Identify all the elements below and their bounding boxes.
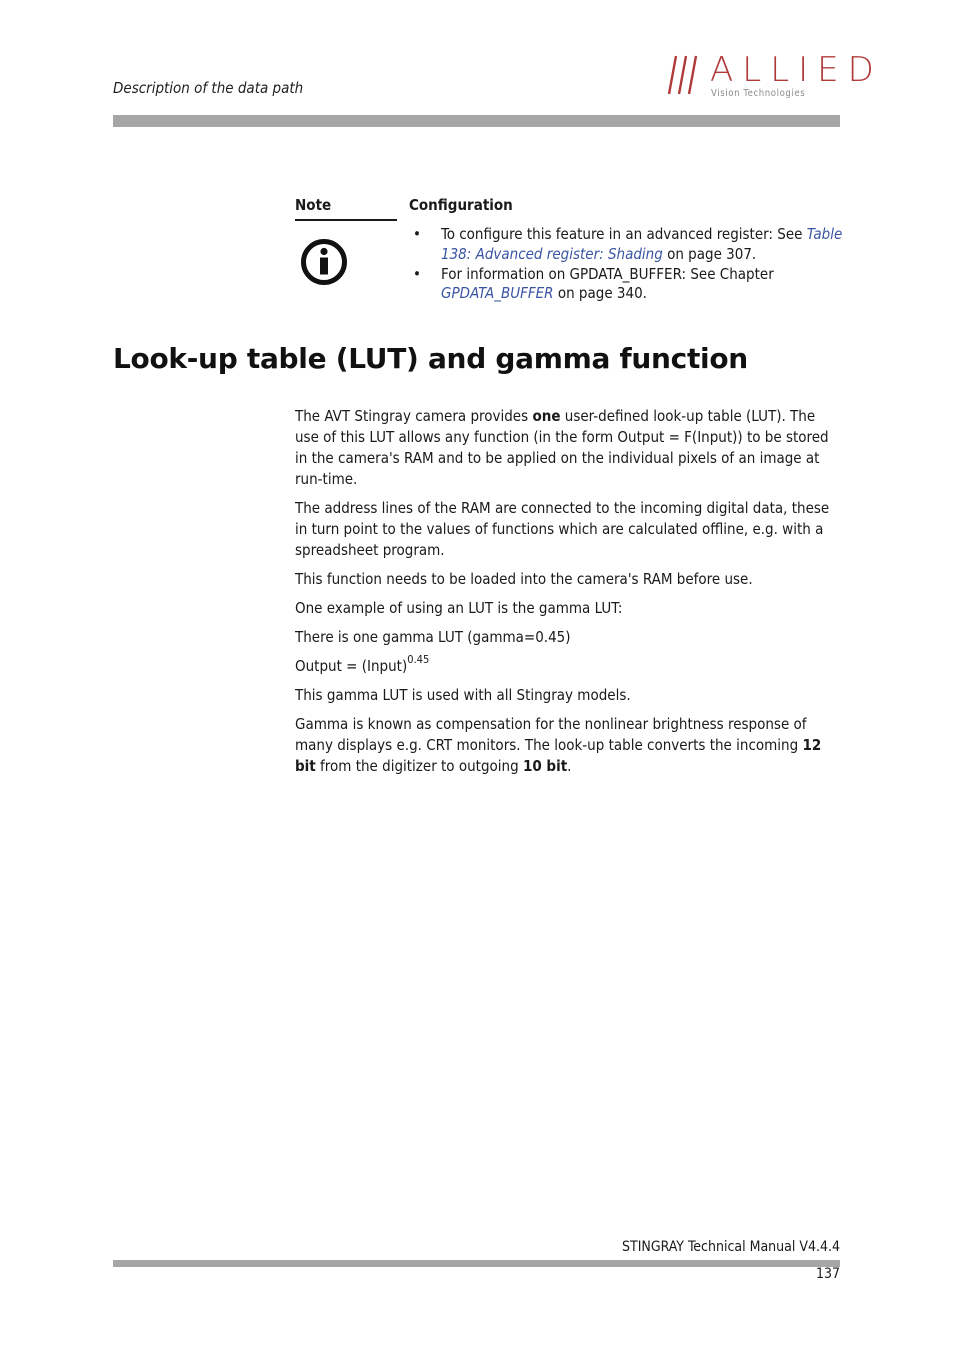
bullet: • bbox=[413, 225, 421, 243]
gamma-exponent: 0.45 bbox=[407, 653, 430, 666]
note-label-underline bbox=[295, 219, 397, 221]
info-icon bbox=[300, 238, 348, 286]
paragraph: This function needs to be loaded into the camera's RAM before use. bbox=[295, 570, 753, 588]
logo-wordmark: ALLIED bbox=[710, 50, 883, 90]
emphasis: 10 bit bbox=[522, 757, 568, 775]
footer-manual-title: STINGRAY Technical Manual V4.4.4 bbox=[622, 1239, 840, 1255]
table-138-link[interactable]: Table 138: Advanced register: Shading bbox=[441, 225, 843, 263]
paragraph: There is one gamma LUT (gamma=0.45) bbox=[295, 628, 571, 646]
paragraph: This gamma LUT is used with all Stingray models. bbox=[295, 686, 631, 704]
note-item-page-ref: on page 340. bbox=[557, 284, 647, 302]
note-item-text: For information on GPDATA_BUFFER: See Chapter bbox=[441, 264, 774, 283]
bullet: • bbox=[413, 264, 421, 283]
paragraph: Gamma is known as compensation for the nonlinear brightness response of many displays e.g. CRT monitors. The look-up table converts the incoming 12 bit from the digitizer to outgoing 10 bit. bbox=[295, 715, 822, 775]
paragraph: The AVT Stingray camera provides one user-defined look-up table (LUT). The use of this LUT allows any function (in the form Output = F(Input)) to be stored in the camera's RAM and to be applied on the individual pixels of an image at run-time. bbox=[295, 407, 829, 488]
footer-divider-bar bbox=[113, 1260, 840, 1267]
gpdata-buffer-link[interactable]: GPDATA_BUFFER bbox=[441, 284, 554, 302]
header-section-title: Description of the data path bbox=[113, 79, 304, 97]
paragraph: The address lines of the RAM are connected to the incoming digital data, these in turn point to the values of functions which are calculated offline, e.g. with a spreadsheet program. bbox=[295, 499, 830, 559]
note-heading: Configuration bbox=[409, 196, 513, 214]
header-divider-bar bbox=[113, 115, 840, 127]
emphasis: 12 bit bbox=[295, 736, 822, 775]
allied-logo bbox=[666, 50, 883, 102]
logo-slashes-icon bbox=[666, 52, 708, 96]
note-bullet-list bbox=[409, 225, 849, 304]
section-heading: Look-up table (LUT) and gamma function bbox=[113, 342, 748, 375]
emphasis: one bbox=[532, 407, 561, 425]
gamma-formula: Output = (Input)$^{0.45}$ bbox=[295, 653, 430, 675]
note-label: Note bbox=[295, 196, 332, 214]
logo-subtitle: Vision Technologies bbox=[711, 88, 806, 99]
list-item bbox=[409, 225, 849, 264]
page-number: 137 bbox=[815, 1266, 840, 1282]
note-item-text: To configure this feature in an advanced register: See bbox=[441, 225, 803, 243]
section-body bbox=[295, 406, 843, 785]
note-item-page-ref: on page 307. bbox=[667, 244, 757, 263]
list-item bbox=[409, 265, 849, 304]
paragraph: One example of using an LUT is the gamma LUT: bbox=[295, 599, 623, 617]
